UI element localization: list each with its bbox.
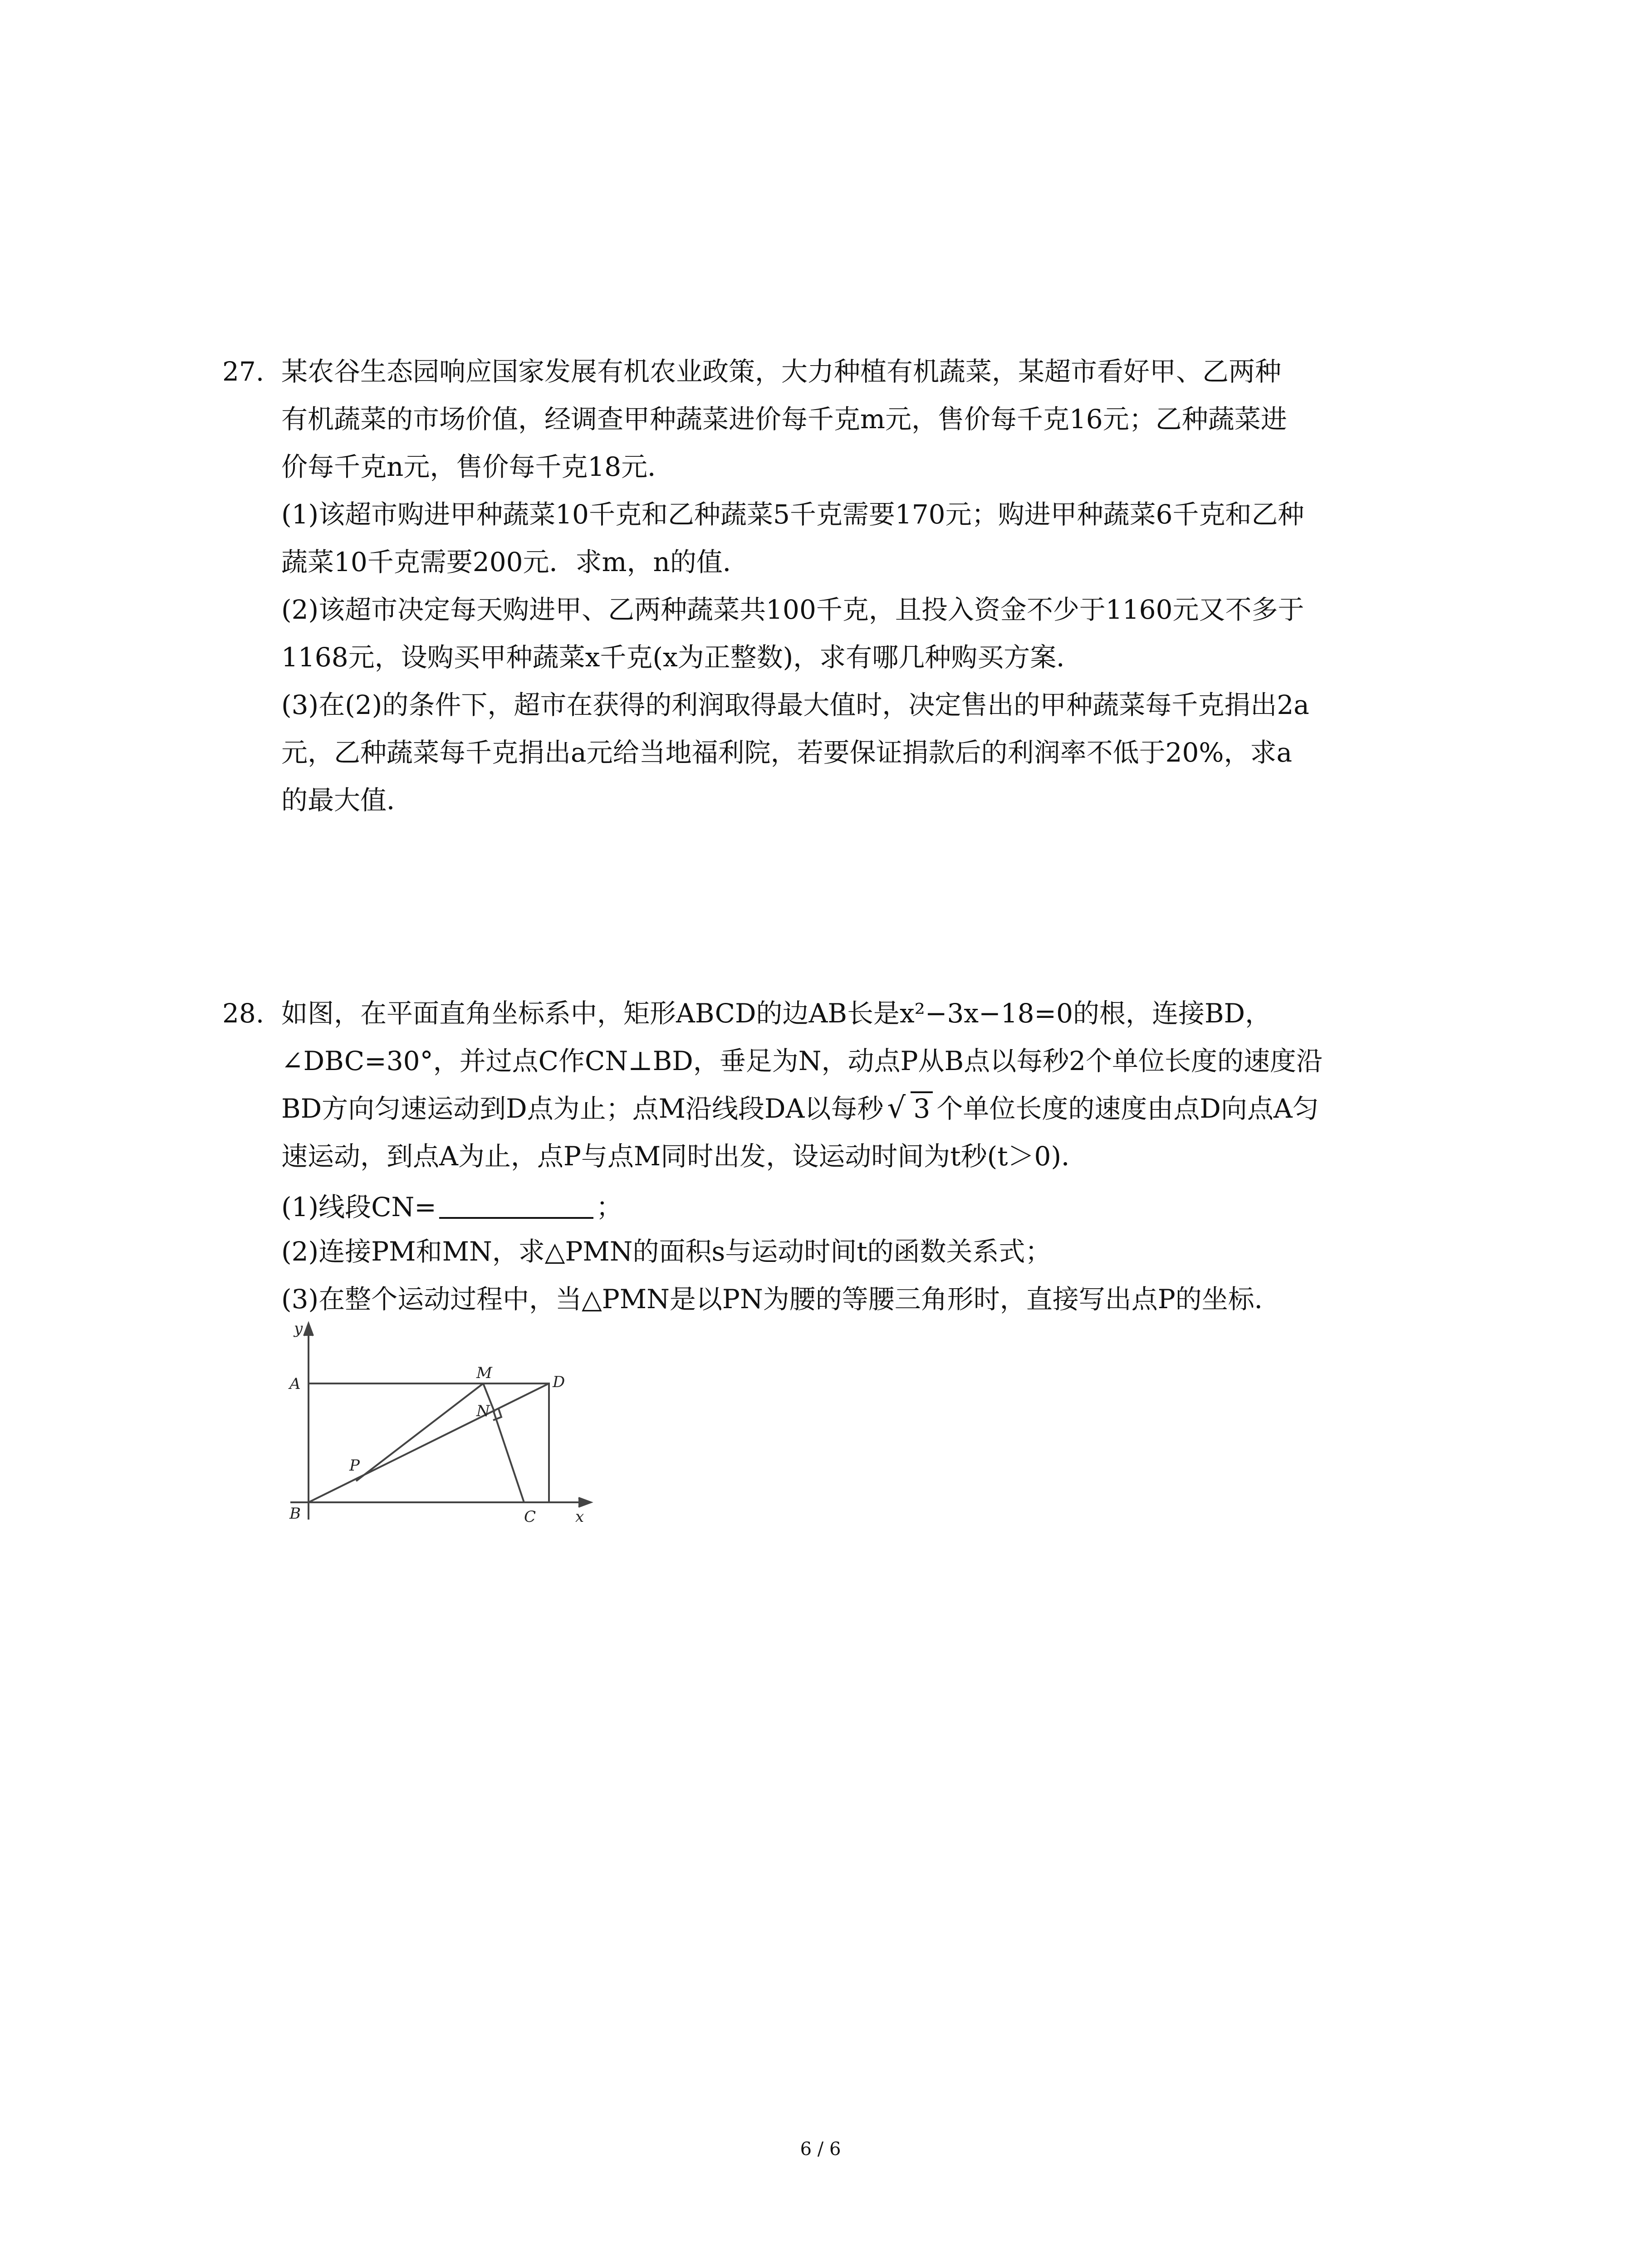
q27-line-9: 元，乙种蔬菜每千克捐出a元给当地福利院，若要保证捐款后的利润率不低于20%，求a <box>281 737 1293 768</box>
page-number: 6 / 6 <box>800 2139 841 2160</box>
q27-line-10: 的最大值． <box>281 785 413 816</box>
q27-line-3: 价每千克n元，售价每千克18元． <box>281 451 674 482</box>
q27-number: 27. <box>222 356 265 387</box>
label-p: P <box>349 1457 360 1475</box>
q28-number: 28. <box>222 998 265 1029</box>
label-y: y <box>294 1320 303 1338</box>
segment-cn <box>494 1412 524 1502</box>
q28-line-3-after: 个单位长度的速度由点D向点A匀 <box>936 1093 1319 1124</box>
q27-line-6: (2)该超市决定每天购进甲、乙两种蔬菜共100千克，且投入资金不少于1160元又不多于 <box>281 594 1304 625</box>
q28-part-1-label: (1)线段CN= <box>281 1192 436 1222</box>
y-axis-arrow-icon <box>304 1324 313 1336</box>
q28-part-1 <box>281 1191 622 1220</box>
x-axis-arrow-icon <box>578 1498 591 1507</box>
q28-line-4: 速运动，到点A为止，点P与点M同时出发，设运动时间为t秒(t＞0)． <box>281 1141 1088 1172</box>
q28-part-2: (2)连接PM和MN，求△PMN的面积s与运动时间t的函数关系式； <box>281 1236 1052 1267</box>
q28-line-1: 如图，在平面直角坐标系中，矩形ABCD的边AB长是x²−3x−18=0的根，连接BD， <box>281 998 1272 1029</box>
label-x: x <box>575 1508 584 1526</box>
label-a: A <box>289 1375 301 1393</box>
label-b: B <box>289 1505 301 1523</box>
sqrt-radicand: 3 <box>911 1091 933 1124</box>
q27-line-5: 蔬菜10千克需要200元．求m，n的值． <box>281 547 749 577</box>
radical-icon: √ <box>887 1091 906 1125</box>
q27-line-2: 有机蔬菜的市场价值，经调查甲种蔬菜进价每千克m元，售价每千克16元；乙种蔬菜进 <box>281 404 1287 435</box>
q27-line-8: (3)在(2)的条件下，超市在获得的利润取得最大值时，决定售出的甲种蔬菜每千克捐出2a <box>281 689 1309 720</box>
label-d: D <box>553 1373 565 1391</box>
q28-part-3: (3)在整个运动过程中，当△PMN是以PN为腰的等腰三角形时，直接写出点P的坐标． <box>281 1284 1281 1315</box>
diagonal-bd <box>309 1383 549 1502</box>
q28-line-2: ∠DBC=30°，并过点C作CN⊥BD，垂足为N，动点P从B点以每秒2个单位长度的速度沿 <box>281 1046 1323 1076</box>
sqrt-three <box>887 1091 933 1125</box>
q27-line-1: 某农谷生态园响应国家发展有机农业政策，大力种植有机蔬菜，某超市看好甲、乙两种 <box>281 356 1282 387</box>
label-c: C <box>524 1508 536 1526</box>
label-n: N <box>476 1402 490 1420</box>
q28-line-3-before: BD方向匀速运动到D点为止；点M沿线段DA以每秒 <box>281 1093 884 1124</box>
q27-line-7: 1168元，设购买甲种蔬菜x千克(x为正整数)，求有哪几种购买方案． <box>281 642 1083 673</box>
q27-line-4: (1)该超市购进甲种蔬菜10千克和乙种蔬菜5千克需要170元；购进甲种蔬菜6千克和乙种 <box>281 499 1304 530</box>
label-m: M <box>476 1364 492 1382</box>
q28-part-1-end: ； <box>596 1192 622 1222</box>
geometry-figure <box>281 1315 608 1542</box>
q28-line-3 <box>281 1091 1319 1125</box>
segment-pm <box>356 1383 483 1481</box>
answer-blank[interactable] <box>439 1191 593 1219</box>
